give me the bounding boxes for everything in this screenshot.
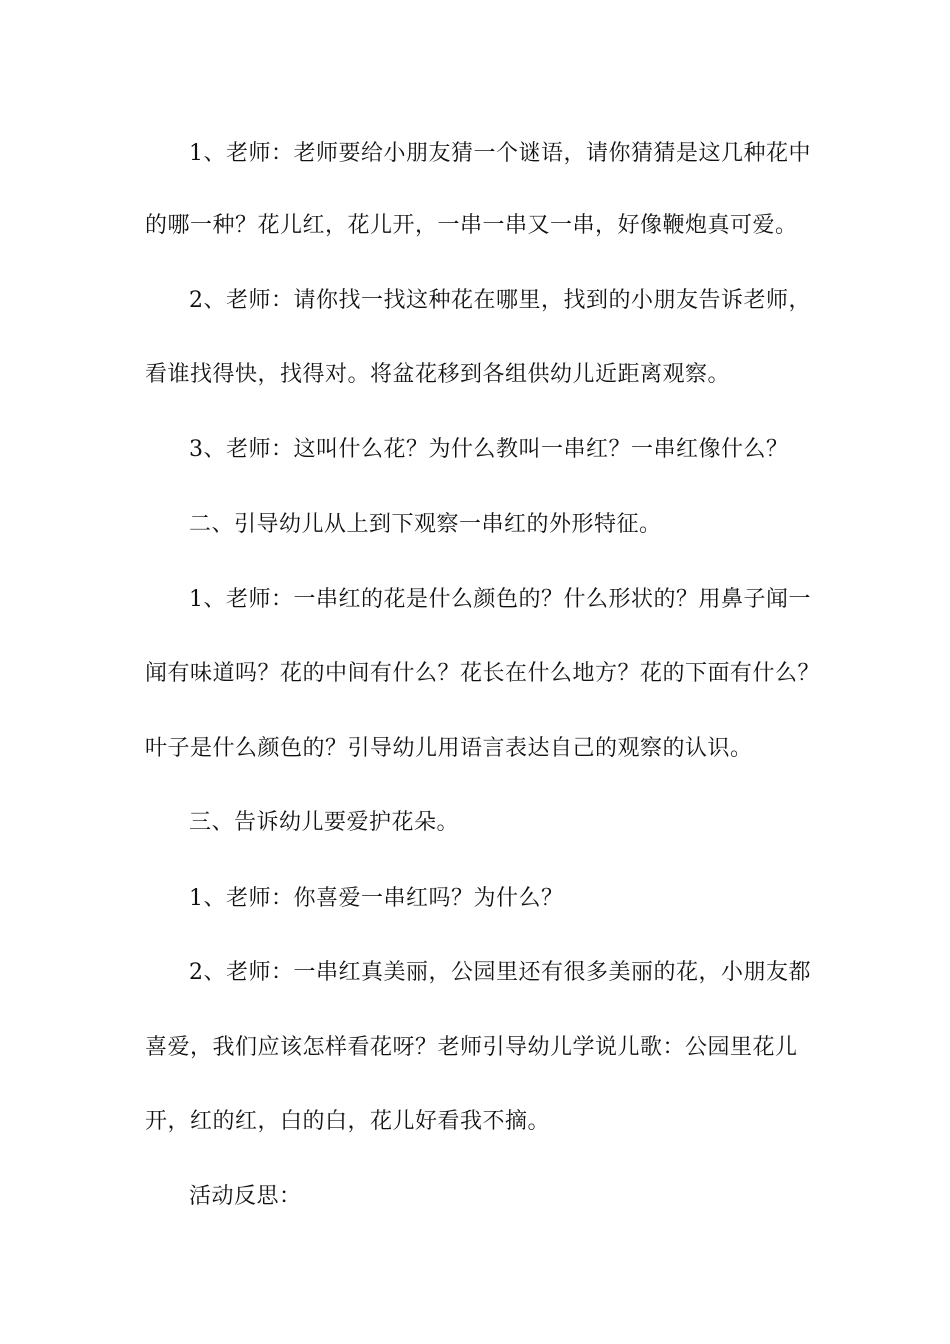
paragraph-line: 1、老师：老师要给小朋友猜一个谜语，请你猜猜是这几种花中 [189,141,811,166]
paragraph-line: 的哪一种？花儿红，花儿开，一串一串又一串，好像鞭炮真可爱。 [145,213,798,238]
paragraph-line: 2、老师：请你找一找这种花在哪里，找到的小朋友告诉老师， [189,288,811,313]
paragraph-line: 1、老师：你喜爱一串红吗？为什么？ [189,886,564,911]
section-heading: 活动反思： [189,1184,302,1209]
paragraph-line: 2、老师：一串红真美丽，公园里还有很多美丽的花，小朋友都 [189,960,811,985]
paragraph-line: 3、老师：这叫什么花？为什么教叫一串红？一串红像什么？ [189,437,789,462]
paragraph-line: 喜爱，我们应该怎样看花呀？老师引导幼儿学说儿歌：公园里花儿 [145,1035,798,1060]
paragraph-line: 闻有味道吗？花的中间有什么？花长在什么地方？花的下面有什么？ [145,661,821,686]
paragraph-line: 1、老师：一串红的花是什么颜色的？什么形状的？用鼻子闻一 [189,587,811,612]
section-heading: 三、告诉幼儿要爱护花朵。 [189,810,460,835]
paragraph-line: 看谁找得快，找得对。将盆花移到各组供幼儿近距离观察。 [145,362,731,387]
section-heading: 二、引导幼儿从上到下观察一串红的外形特征。 [189,512,662,537]
paragraph-line: 开，红的红，白的白，花儿好看我不摘。 [145,1109,551,1134]
paragraph-line: 叶子是什么颜色的？引导幼儿用语言表达自己的观察的认识。 [145,736,753,761]
